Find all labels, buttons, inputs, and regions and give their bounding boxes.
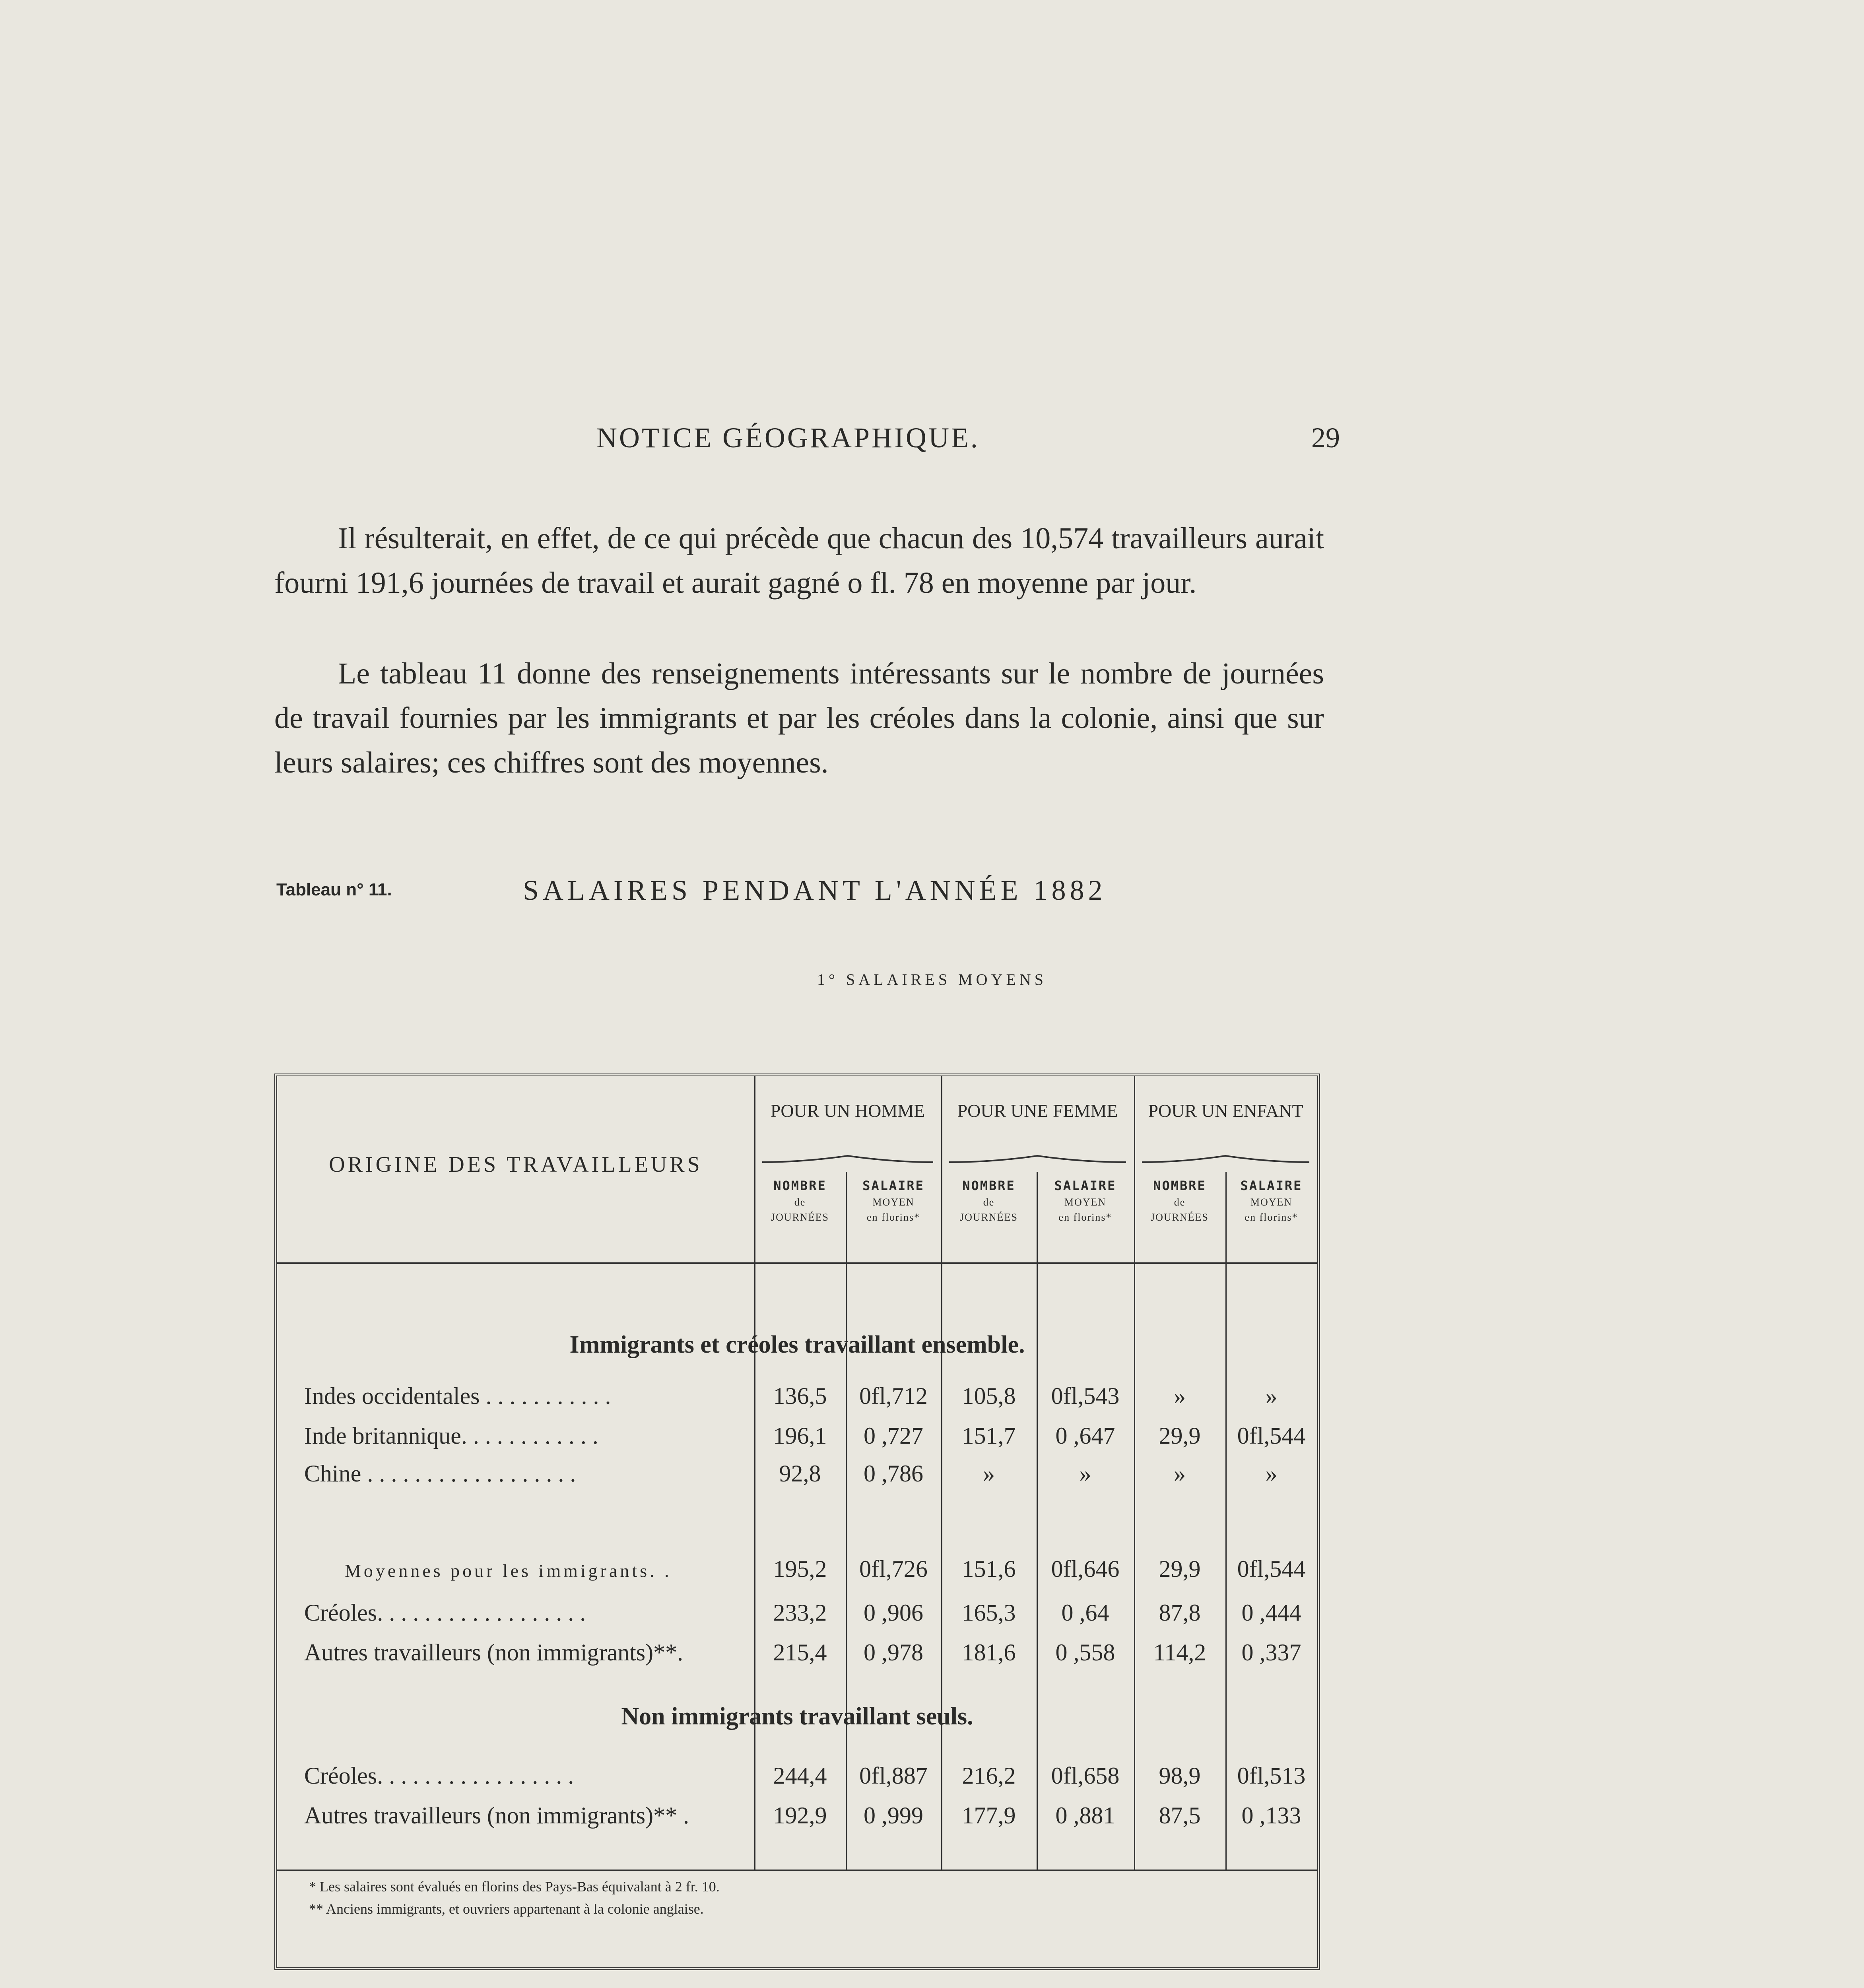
origin-header: ORIGINE DES TRAVAILLEURS <box>329 1152 703 1177</box>
footnote: ** Anciens immigrants, et ouvriers appartenant à la colonie anglaise. <box>309 1901 704 1917</box>
brace-homme <box>762 1154 933 1164</box>
page-number: 29 <box>1311 422 1340 454</box>
table-row-average: Moyennes pour les immigrants. . 195,2 0fl,726 151,6 0fl,646 29,9 0fl,544 <box>345 1556 1306 1582</box>
table-row: Autres travailleurs (non immigrants)**. 215,4 0 ,978 181,6 0 ,558 114,2 0 ,337 <box>304 1639 1301 1666</box>
group-header-homme: POUR UN HOMME <box>770 1101 925 1121</box>
col-nombre-homme: NOMBRE de JOURNÉES <box>771 1178 829 1223</box>
header-rule <box>277 1262 1317 1264</box>
section-title-seuls: Non immigrants travaillant seuls. <box>621 1703 973 1730</box>
footnote: * Les salaires sont évalués en florins des Pays-Bas équivalant à 2 fr. 10. <box>309 1879 720 1895</box>
table-row: Créoles. . . . . . . . . . . . . . . . . 244,4 0fl,887 216,2 0fl,658 98,9 0fl,513 <box>304 1763 1306 1789</box>
table-subtitle: 1° SALAIRES MOYENS <box>817 971 1047 988</box>
paragraph-2: Le tableau 11 donne des renseignements intéressants sur le nombre de journées de travail fournies par les immigrants et par les créoles dans la colonie, ainsi que sur leurs salaires; ces chiffres sont des moyennes. <box>274 657 1324 779</box>
col-salaire-homme: SALAIRE MOYEN en florins* <box>862 1178 924 1223</box>
group-header-femme: POUR UNE FEMME <box>957 1101 1118 1121</box>
table-row: Autres travailleurs (non immigrants)** . 192,9 0 ,999 177,9 0 ,881 87,5 0 ,133 <box>304 1802 1301 1829</box>
table-row: Indes occidentales . . . . . . . . . . . 136,5 0fl,712 105,8 0fl,543 » » <box>304 1383 1278 1409</box>
col-nombre-femme: NOMBRE de JOURNÉES <box>959 1178 1018 1223</box>
table-label: Tableau n° 11. <box>276 880 392 899</box>
footnote-rule <box>277 1870 1317 1871</box>
brace-femme <box>949 1154 1126 1164</box>
group-header-enfant: POUR UN ENFANT <box>1148 1101 1303 1121</box>
table-row: Chine . . . . . . . . . . . . . . . . . . 92,8 0 ,786 » » » » <box>304 1460 1278 1487</box>
brace-enfant <box>1142 1154 1309 1164</box>
paragraph-1: Il résulterait, en effet, de ce qui précède que chacun des 10,574 travailleurs aurait fourni 191,6 journées de travail et aurait gagné o fl. 78 en moyenne par jour. <box>274 522 1324 600</box>
table-title: SALAIRES PENDANT L'ANNÉE 1882 <box>523 874 1107 906</box>
section-title-ensemble: Immigrants et créoles travaillant ensemble. <box>569 1331 1025 1358</box>
col-salaire-enfant: SALAIRE MOYEN en florins* <box>1240 1178 1303 1223</box>
table-footnotes <box>309 1875 720 1920</box>
running-head <box>274 421 1340 457</box>
running-title: NOTICE GÉOGRAPHIQUE. <box>596 422 980 454</box>
wage-table <box>274 1074 1320 1970</box>
col-salaire-femme: SALAIRE MOYEN en florins* <box>1054 1178 1116 1223</box>
table-row: Inde britannique. . . . . . . . . . . . 196,1 0 ,727 151,7 0 ,647 29,9 0fl,544 <box>304 1423 1306 1449</box>
table-row: Créoles. . . . . . . . . . . . . . . . . . 233,2 0 ,906 165,3 0 ,64 87,8 0 ,444 <box>304 1600 1301 1626</box>
col-nombre-enfant: NOMBRE de JOURNÉES <box>1150 1178 1209 1223</box>
